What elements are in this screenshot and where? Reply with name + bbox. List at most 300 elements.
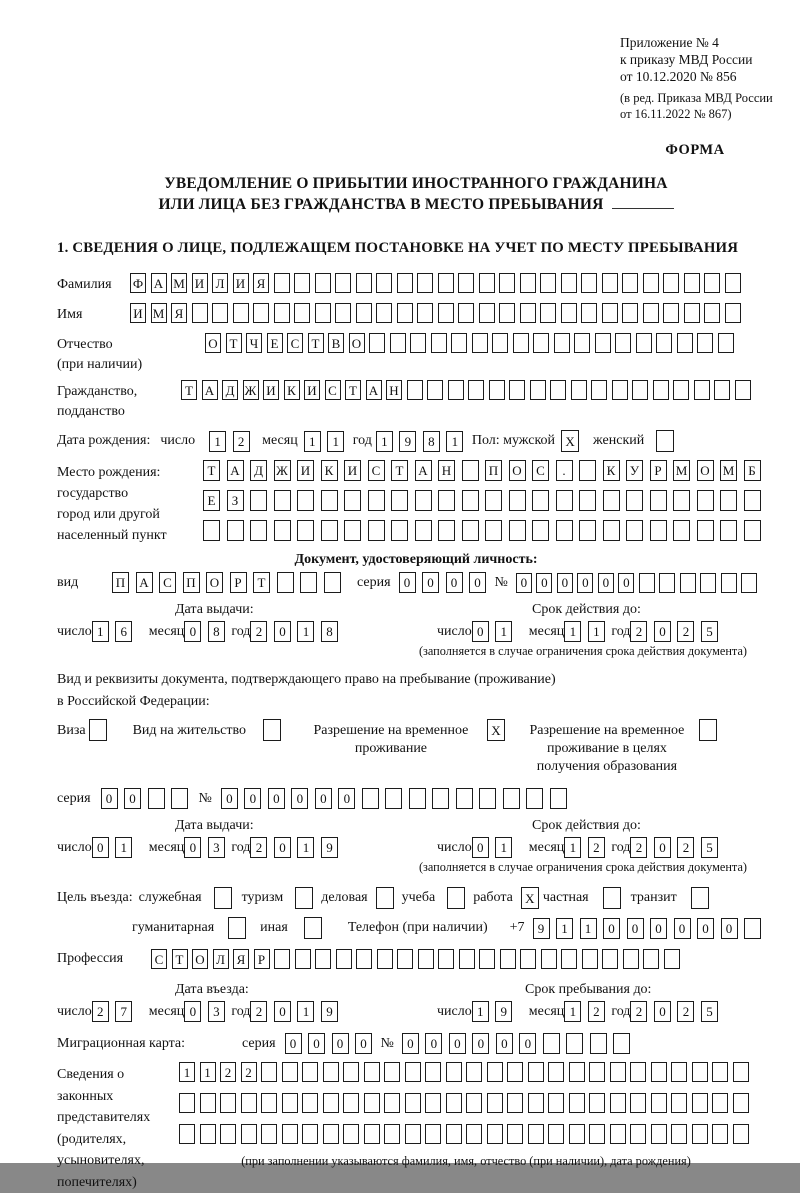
form-cell[interactable]: 8: [423, 431, 440, 452]
form-cell[interactable]: М: [151, 303, 167, 323]
form-cell[interactable]: О: [697, 460, 714, 481]
form-cell[interactable]: 0: [338, 788, 355, 809]
form-cell[interactable]: X: [521, 887, 539, 909]
form-cell[interactable]: [179, 1093, 195, 1113]
form-cell[interactable]: У: [626, 460, 643, 481]
form-cell[interactable]: [409, 788, 426, 809]
form-cell[interactable]: [261, 1093, 277, 1113]
form-cell[interactable]: [89, 719, 107, 741]
form-cell[interactable]: X: [561, 430, 579, 452]
form-cell[interactable]: 2: [250, 837, 267, 858]
form-cell[interactable]: [323, 1124, 339, 1144]
form-cell[interactable]: [520, 273, 536, 293]
form-cell[interactable]: 0: [221, 788, 238, 809]
form-cell[interactable]: [615, 333, 631, 353]
form-cell[interactable]: 1: [588, 621, 605, 642]
form-cell[interactable]: [663, 273, 679, 293]
temp-residence-edu-checkbox[interactable]: [699, 719, 717, 741]
form-cell[interactable]: [302, 1062, 318, 1082]
form-cell[interactable]: [492, 333, 508, 353]
form-cell[interactable]: [376, 303, 392, 323]
form-cell[interactable]: [520, 303, 536, 323]
form-cell[interactable]: [595, 333, 611, 353]
form-cell[interactable]: 2: [220, 1062, 236, 1082]
form-cell[interactable]: 0: [577, 573, 593, 593]
form-cell[interactable]: [282, 1093, 298, 1113]
form-cell[interactable]: [315, 273, 331, 293]
form-cell[interactable]: [718, 333, 734, 353]
form-cell[interactable]: [503, 788, 520, 809]
form-cell[interactable]: [431, 333, 447, 353]
form-cell[interactable]: 0: [274, 837, 291, 858]
form-cell[interactable]: 0: [355, 1033, 372, 1054]
form-cell[interactable]: [192, 303, 208, 323]
form-cell[interactable]: [391, 490, 408, 511]
form-cell[interactable]: З: [227, 490, 244, 511]
form-cell[interactable]: [704, 303, 720, 323]
form-cell[interactable]: [622, 273, 638, 293]
form-cell[interactable]: [446, 1062, 462, 1082]
form-cell[interactable]: П: [112, 572, 129, 593]
form-cell[interactable]: .: [556, 460, 573, 481]
form-cell[interactable]: [214, 887, 232, 909]
form-cell[interactable]: [499, 273, 515, 293]
form-cell[interactable]: [343, 1093, 359, 1113]
form-cell[interactable]: [261, 1062, 277, 1082]
form-cell[interactable]: [415, 520, 432, 541]
form-cell[interactable]: 0: [557, 573, 573, 593]
form-cell[interactable]: Т: [253, 572, 270, 593]
purpose-work-checkbox[interactable]: [521, 887, 539, 909]
form-cell[interactable]: [680, 573, 696, 593]
form-cell[interactable]: [425, 1093, 441, 1113]
form-cell[interactable]: П: [183, 572, 200, 593]
form-cell[interactable]: [550, 788, 567, 809]
form-cell[interactable]: [581, 273, 597, 293]
form-cell[interactable]: 1: [115, 837, 132, 858]
form-cell[interactable]: [447, 887, 465, 909]
form-cell[interactable]: [274, 273, 290, 293]
form-cell[interactable]: Б: [744, 460, 761, 481]
form-cell[interactable]: 2: [250, 1001, 267, 1022]
form-cell[interactable]: 0: [402, 1033, 419, 1054]
form-cell[interactable]: 0: [422, 572, 439, 593]
form-cell[interactable]: 0: [184, 621, 201, 642]
form-cell[interactable]: 0: [697, 918, 714, 939]
form-cell[interactable]: 0: [472, 837, 489, 858]
form-cell[interactable]: [438, 273, 454, 293]
form-cell[interactable]: 0: [472, 1033, 489, 1054]
form-cell[interactable]: 0: [674, 918, 691, 939]
form-cell[interactable]: [579, 520, 596, 541]
form-cell[interactable]: 1: [495, 837, 512, 858]
form-cell[interactable]: [466, 1124, 482, 1144]
form-cell[interactable]: [590, 1033, 607, 1054]
form-cell[interactable]: [673, 380, 689, 400]
form-cell[interactable]: 2: [630, 837, 647, 858]
form-cell[interactable]: [556, 520, 573, 541]
form-cell[interactable]: [507, 1062, 523, 1082]
form-cell[interactable]: [300, 572, 317, 593]
form-cell[interactable]: 0: [101, 788, 118, 809]
form-cell[interactable]: И: [263, 380, 279, 400]
form-cell[interactable]: 0: [315, 788, 332, 809]
form-cell[interactable]: [459, 949, 475, 969]
form-cell[interactable]: Т: [391, 460, 408, 481]
form-cell[interactable]: [700, 573, 716, 593]
form-cell[interactable]: [603, 520, 620, 541]
form-cell[interactable]: 1: [556, 918, 573, 939]
visa-checkbox[interactable]: [89, 719, 107, 741]
form-cell[interactable]: [650, 520, 667, 541]
form-cell[interactable]: [530, 380, 546, 400]
form-cell[interactable]: 3: [208, 837, 225, 858]
form-cell[interactable]: А: [415, 460, 432, 481]
form-cell[interactable]: [472, 333, 488, 353]
residence-permit-checkbox[interactable]: [263, 719, 281, 741]
form-cell[interactable]: [391, 520, 408, 541]
form-cell[interactable]: [613, 1033, 630, 1054]
form-cell[interactable]: Я: [171, 303, 187, 323]
form-cell[interactable]: [643, 949, 659, 969]
form-cell[interactable]: [741, 573, 757, 593]
form-cell[interactable]: С: [325, 380, 341, 400]
form-cell[interactable]: 1: [376, 431, 393, 452]
form-cell[interactable]: [489, 380, 505, 400]
form-cell[interactable]: [566, 1033, 583, 1054]
form-cell[interactable]: 2: [588, 1001, 605, 1022]
form-cell[interactable]: 1: [580, 918, 597, 939]
form-cell[interactable]: [630, 1062, 646, 1082]
form-cell[interactable]: 0: [496, 1033, 513, 1054]
form-cell[interactable]: И: [344, 460, 361, 481]
form-cell[interactable]: [513, 333, 529, 353]
form-cell[interactable]: [487, 1062, 503, 1082]
form-cell[interactable]: [458, 273, 474, 293]
form-cell[interactable]: [548, 1062, 564, 1082]
form-cell[interactable]: [554, 333, 570, 353]
form-cell[interactable]: Я: [233, 949, 249, 969]
form-cell[interactable]: [468, 380, 484, 400]
form-cell[interactable]: [543, 1033, 560, 1054]
form-cell[interactable]: [203, 520, 220, 541]
form-cell[interactable]: [712, 1124, 728, 1144]
form-cell[interactable]: 0: [519, 1033, 536, 1054]
form-cell[interactable]: [376, 887, 394, 909]
form-cell[interactable]: [699, 719, 717, 741]
form-cell[interactable]: [579, 490, 596, 511]
form-cell[interactable]: Л: [213, 949, 229, 969]
form-cell[interactable]: [744, 918, 761, 939]
form-cell[interactable]: 1: [179, 1062, 195, 1082]
form-cell[interactable]: 0: [654, 1001, 671, 1022]
form-cell[interactable]: [671, 1093, 687, 1113]
form-cell[interactable]: [630, 1093, 646, 1113]
form-cell[interactable]: [179, 1124, 195, 1144]
form-cell[interactable]: 0: [399, 572, 416, 593]
form-cell[interactable]: 9: [321, 1001, 338, 1022]
form-cell[interactable]: [148, 788, 165, 809]
form-cell[interactable]: [274, 949, 290, 969]
form-cell[interactable]: [462, 460, 479, 481]
form-cell[interactable]: 1: [297, 621, 314, 642]
form-cell[interactable]: [684, 273, 700, 293]
form-cell[interactable]: 8: [321, 621, 338, 642]
form-cell[interactable]: Т: [308, 333, 324, 353]
form-cell[interactable]: 5: [701, 621, 718, 642]
form-cell[interactable]: 0: [244, 788, 261, 809]
form-cell[interactable]: [479, 788, 496, 809]
form-cell[interactable]: И: [130, 303, 146, 323]
form-cell[interactable]: [302, 1124, 318, 1144]
form-cell[interactable]: Т: [226, 333, 242, 353]
form-cell[interactable]: 0: [469, 572, 486, 593]
form-cell[interactable]: 1: [564, 621, 581, 642]
form-cell[interactable]: [466, 1062, 482, 1082]
form-cell[interactable]: О: [509, 460, 526, 481]
form-cell[interactable]: [671, 1062, 687, 1082]
form-cell[interactable]: [556, 490, 573, 511]
form-cell[interactable]: [302, 1093, 318, 1113]
form-cell[interactable]: [533, 333, 549, 353]
form-cell[interactable]: 1: [209, 431, 226, 452]
form-cell[interactable]: [228, 917, 246, 939]
form-cell[interactable]: [540, 273, 556, 293]
form-cell[interactable]: [462, 520, 479, 541]
form-cell[interactable]: 1: [297, 837, 314, 858]
form-cell[interactable]: 1: [200, 1062, 216, 1082]
form-cell[interactable]: 0: [654, 837, 671, 858]
form-cell[interactable]: [356, 303, 372, 323]
form-cell[interactable]: [485, 520, 502, 541]
form-cell[interactable]: [684, 303, 700, 323]
form-cell[interactable]: [589, 1093, 605, 1113]
form-cell[interactable]: [425, 1062, 441, 1082]
form-cell[interactable]: [384, 1093, 400, 1113]
form-cell[interactable]: [509, 490, 526, 511]
form-cell[interactable]: [589, 1124, 605, 1144]
form-cell[interactable]: [220, 1093, 236, 1113]
form-cell[interactable]: [446, 1124, 462, 1144]
form-cell[interactable]: 3: [208, 1001, 225, 1022]
form-cell[interactable]: Д: [222, 380, 238, 400]
form-cell[interactable]: [651, 1093, 667, 1113]
form-cell[interactable]: Т: [345, 380, 361, 400]
form-cell[interactable]: [479, 303, 495, 323]
form-cell[interactable]: [569, 1062, 585, 1082]
form-cell[interactable]: М: [171, 273, 187, 293]
form-cell[interactable]: [274, 303, 290, 323]
form-cell[interactable]: [626, 490, 643, 511]
form-cell[interactable]: 0: [627, 918, 644, 939]
form-cell[interactable]: [691, 887, 709, 909]
purpose-humanitarian-checkbox[interactable]: [228, 917, 246, 939]
form-cell[interactable]: 0: [654, 621, 671, 642]
form-cell[interactable]: [507, 1093, 523, 1113]
purpose-other-checkbox[interactable]: [304, 917, 322, 939]
form-cell[interactable]: П: [485, 460, 502, 481]
form-cell[interactable]: [733, 1124, 749, 1144]
form-cell[interactable]: 1: [564, 1001, 581, 1022]
form-cell[interactable]: 2: [677, 1001, 694, 1022]
form-cell[interactable]: Л: [212, 273, 228, 293]
form-cell[interactable]: [528, 1093, 544, 1113]
form-cell[interactable]: [405, 1062, 421, 1082]
form-cell[interactable]: [528, 1062, 544, 1082]
form-cell[interactable]: [438, 490, 455, 511]
form-cell[interactable]: 2: [630, 621, 647, 642]
form-cell[interactable]: [603, 490, 620, 511]
form-cell[interactable]: С: [151, 949, 167, 969]
form-cell[interactable]: Р: [650, 460, 667, 481]
form-cell[interactable]: 6: [115, 621, 132, 642]
form-cell[interactable]: 0: [650, 918, 667, 939]
form-cell[interactable]: 7: [115, 1001, 132, 1022]
form-cell[interactable]: [720, 520, 737, 541]
form-cell[interactable]: [466, 1093, 482, 1113]
form-cell[interactable]: [520, 949, 536, 969]
form-cell[interactable]: [417, 303, 433, 323]
form-cell[interactable]: [541, 949, 557, 969]
form-cell[interactable]: И: [192, 273, 208, 293]
form-cell[interactable]: [602, 949, 618, 969]
form-cell[interactable]: [532, 520, 549, 541]
form-cell[interactable]: [356, 273, 372, 293]
form-cell[interactable]: Р: [254, 949, 270, 969]
form-cell[interactable]: [612, 380, 628, 400]
form-cell[interactable]: [397, 303, 413, 323]
form-cell[interactable]: [697, 333, 713, 353]
form-cell[interactable]: [626, 520, 643, 541]
form-cell[interactable]: [704, 273, 720, 293]
form-cell[interactable]: Т: [172, 949, 188, 969]
form-cell[interactable]: [323, 1093, 339, 1113]
purpose-study-checkbox[interactable]: [447, 887, 465, 909]
form-cell[interactable]: [697, 520, 714, 541]
form-cell[interactable]: [725, 303, 741, 323]
form-cell[interactable]: 0: [285, 1033, 302, 1054]
form-cell[interactable]: С: [159, 572, 176, 593]
form-cell[interactable]: 1: [92, 621, 109, 642]
form-cell[interactable]: А: [202, 380, 218, 400]
form-cell[interactable]: [735, 380, 751, 400]
form-cell[interactable]: 0: [332, 1033, 349, 1054]
form-cell[interactable]: [509, 380, 525, 400]
form-cell[interactable]: К: [284, 380, 300, 400]
form-cell[interactable]: [448, 380, 464, 400]
form-cell[interactable]: [405, 1093, 421, 1113]
form-cell[interactable]: [507, 1124, 523, 1144]
form-cell[interactable]: Я: [253, 273, 269, 293]
form-cell[interactable]: 0: [516, 573, 532, 593]
form-cell[interactable]: [451, 333, 467, 353]
form-cell[interactable]: 8: [208, 621, 225, 642]
form-cell[interactable]: [643, 273, 659, 293]
form-cell[interactable]: [540, 303, 556, 323]
form-cell[interactable]: [610, 1062, 626, 1082]
form-cell[interactable]: [602, 303, 618, 323]
form-cell[interactable]: [323, 1062, 339, 1082]
form-cell[interactable]: [274, 520, 291, 541]
form-cell[interactable]: 9: [399, 431, 416, 452]
form-cell[interactable]: 1: [297, 1001, 314, 1022]
form-cell[interactable]: [368, 520, 385, 541]
form-cell[interactable]: [610, 1124, 626, 1144]
form-cell[interactable]: [692, 1093, 708, 1113]
form-cell[interactable]: 2: [233, 431, 250, 452]
form-cell[interactable]: [261, 1124, 277, 1144]
form-cell[interactable]: [315, 949, 331, 969]
form-cell[interactable]: [250, 520, 267, 541]
form-cell[interactable]: [432, 788, 449, 809]
form-cell[interactable]: 0: [92, 837, 109, 858]
form-cell[interactable]: [744, 490, 761, 511]
form-cell[interactable]: 0: [446, 572, 463, 593]
form-cell[interactable]: [561, 303, 577, 323]
form-cell[interactable]: Е: [203, 490, 220, 511]
form-cell[interactable]: 0: [124, 788, 141, 809]
gender-male-checkbox[interactable]: [561, 430, 579, 452]
form-cell[interactable]: [335, 273, 351, 293]
form-cell[interactable]: [485, 490, 502, 511]
form-cell[interactable]: [438, 949, 454, 969]
form-cell[interactable]: 9: [495, 1001, 512, 1022]
form-cell[interactable]: [656, 333, 672, 353]
form-cell[interactable]: [294, 303, 310, 323]
form-cell[interactable]: [656, 430, 674, 452]
form-cell[interactable]: [653, 380, 669, 400]
form-cell[interactable]: [733, 1093, 749, 1113]
form-cell[interactable]: 0: [274, 1001, 291, 1022]
form-cell[interactable]: 0: [184, 837, 201, 858]
form-cell[interactable]: [744, 520, 761, 541]
form-cell[interactable]: [712, 1062, 728, 1082]
form-cell[interactable]: Т: [181, 380, 197, 400]
form-cell[interactable]: [344, 490, 361, 511]
form-cell[interactable]: Ч: [246, 333, 262, 353]
form-cell[interactable]: 1: [446, 431, 463, 452]
form-cell[interactable]: [315, 303, 331, 323]
form-cell[interactable]: [548, 1124, 564, 1144]
gender-female-checkbox[interactable]: [656, 430, 674, 452]
form-cell[interactable]: [720, 490, 737, 511]
form-cell[interactable]: [487, 1093, 503, 1113]
form-cell[interactable]: [622, 303, 638, 323]
form-cell[interactable]: И: [297, 460, 314, 481]
form-cell[interactable]: [550, 380, 566, 400]
form-cell[interactable]: [561, 273, 577, 293]
form-cell[interactable]: 1: [472, 1001, 489, 1022]
form-cell[interactable]: 1: [495, 621, 512, 642]
form-cell[interactable]: И: [304, 380, 320, 400]
form-cell[interactable]: О: [192, 949, 208, 969]
form-cell[interactable]: [632, 380, 648, 400]
form-cell[interactable]: 0: [268, 788, 285, 809]
form-cell[interactable]: А: [151, 273, 167, 293]
form-cell[interactable]: [663, 303, 679, 323]
form-cell[interactable]: [384, 1062, 400, 1082]
form-cell[interactable]: [368, 490, 385, 511]
form-cell[interactable]: 0: [425, 1033, 442, 1054]
form-cell[interactable]: 2: [677, 837, 694, 858]
form-cell[interactable]: Т: [203, 460, 220, 481]
form-cell[interactable]: X: [487, 719, 505, 741]
form-cell[interactable]: [200, 1093, 216, 1113]
form-cell[interactable]: [297, 520, 314, 541]
form-cell[interactable]: [384, 1124, 400, 1144]
form-cell[interactable]: А: [136, 572, 153, 593]
form-cell[interactable]: [344, 520, 361, 541]
